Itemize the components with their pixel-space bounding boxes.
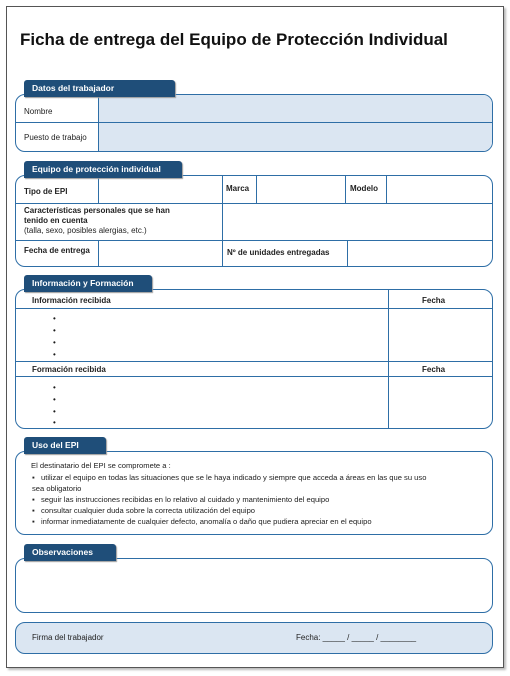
fecha-entrega-field[interactable]	[99, 241, 221, 266]
unidades-field[interactable]	[348, 241, 492, 266]
uso-item-4: informar inmediatamente de cualquier defecto, anomalía o daño que pudiera apreciar en el equipo	[41, 517, 372, 526]
uso-item-1: utilizar el equipo en todas las situaciones que se le haya indicado y siempre que acceda a áreas en las que su uso	[41, 473, 427, 482]
info-fecha-label: Fecha	[422, 296, 446, 305]
firma-label: Firma del trabajador	[32, 633, 104, 642]
form-bullet-4: •	[53, 418, 56, 427]
firma-box	[15, 622, 493, 654]
uso-item-1-cont: sea obligatorio	[32, 484, 82, 493]
form-bullet-1: •	[53, 383, 56, 392]
tipo-epi-field[interactable]	[99, 176, 221, 203]
section-tab-trabajador: Datos del trabajador	[24, 80, 175, 97]
form-fecha-label: Fecha	[422, 365, 446, 374]
uso-item-2: seguir las instrucciones recibidas en lo relativo al cuidado y mantenimiento del equipo	[41, 495, 330, 504]
uso-mark-4: ▪	[32, 517, 35, 526]
form-recibida-label: Formación recibida	[32, 365, 106, 374]
form-bullet-3: •	[53, 407, 56, 416]
section-tab-observaciones: Observaciones	[24, 544, 116, 561]
equipo-box	[15, 175, 493, 267]
uso-item-3: consultar cualquier duda sobre la correcta utilización del equipo	[41, 506, 256, 515]
info-bullet-2: •	[53, 326, 56, 335]
formacion-box	[15, 289, 493, 429]
firma-fecha: Fecha: _____ / _____ / ________	[296, 633, 417, 642]
tipo-epi-label: Tipo de EPI	[24, 187, 68, 196]
puesto-label: Puesto de trabajo	[24, 133, 87, 142]
uso-intro: El destinatario del EPI se compromete a :	[31, 461, 171, 470]
form-fecha-field[interactable]	[389, 377, 492, 428]
marca-label: Marca	[226, 184, 250, 193]
section-tab-formacion: Información y Formación	[24, 275, 152, 292]
info-bullet-3: •	[53, 338, 56, 347]
section-tab-uso: Uso del EPI	[24, 437, 106, 454]
page-title: Ficha de entrega del Equipo de Protección Individual	[20, 30, 448, 49]
info-fecha-field[interactable]	[389, 309, 492, 361]
caracteristicas-label-1: Características personales que se han	[24, 206, 170, 215]
form-bullet-2: •	[53, 395, 56, 404]
info-bullet-4: •	[53, 350, 56, 359]
nombre-label: Nombre	[24, 107, 53, 116]
caracteristicas-label-2: tenido en cuenta	[24, 216, 88, 225]
marca-field[interactable]	[257, 176, 344, 203]
fecha-entrega-label: Fecha de entrega	[24, 246, 90, 255]
trabajador-box	[15, 94, 493, 152]
info-recibida-label: Información recibida	[32, 296, 111, 305]
nombre-field[interactable]	[98, 95, 492, 122]
uso-mark-1: ▪	[32, 473, 35, 482]
uso-mark-2: ▪	[32, 495, 35, 504]
modelo-field[interactable]	[387, 176, 492, 203]
modelo-label: Modelo	[350, 184, 378, 193]
uso-mark-3: ▪	[32, 506, 35, 515]
unidades-label: Nº de unidades entregadas	[227, 248, 330, 257]
caracteristicas-label-3: (talla, sexo, posibles alergias, etc.)	[24, 226, 147, 235]
form-recibida-field[interactable]	[16, 377, 388, 428]
info-recibida-field[interactable]	[16, 309, 388, 361]
caracteristicas-field[interactable]	[223, 204, 492, 240]
puesto-field[interactable]	[98, 123, 492, 151]
observaciones-field[interactable]	[15, 558, 493, 613]
section-tab-equipo: Equipo de protección individual	[24, 161, 182, 178]
info-bullet-1: •	[53, 314, 56, 323]
